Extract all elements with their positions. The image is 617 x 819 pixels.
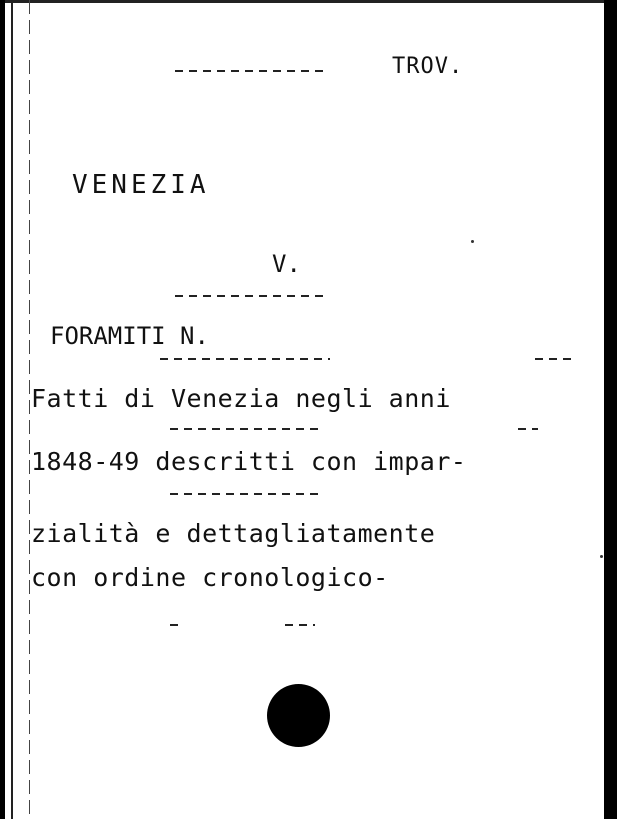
left-margin-rule	[29, 0, 30, 819]
bottom-dash-2	[285, 624, 315, 626]
right-edge	[604, 0, 617, 819]
punch-hole	[267, 684, 330, 747]
title-dash-2	[170, 493, 320, 495]
bottom-dash-1	[170, 624, 180, 626]
author-heading: FORAMITI N.	[50, 322, 209, 350]
header-dash	[175, 70, 325, 72]
title-line-1: Fatti di Venezia negli anni	[31, 384, 451, 413]
author-underline	[160, 358, 330, 360]
card-top-edge	[0, 0, 617, 3]
volume-dash	[175, 295, 325, 297]
title-line-4: con ordine cronologico-	[31, 563, 389, 592]
title-dash-1b	[518, 428, 538, 430]
left-border	[0, 0, 5, 819]
title-dash-1	[170, 428, 320, 430]
place-heading: VENEZIA	[72, 170, 210, 200]
title-line-3: zialità e dettagliatamente	[31, 519, 436, 548]
speck	[600, 555, 603, 558]
title-line-2: 1848-49 descritti con impar-	[31, 447, 467, 476]
location-mark: TROV.	[392, 54, 464, 79]
speck	[471, 240, 474, 243]
author-dash-right	[535, 358, 575, 360]
volume-label: V.	[272, 250, 301, 278]
left-rule	[11, 0, 13, 819]
